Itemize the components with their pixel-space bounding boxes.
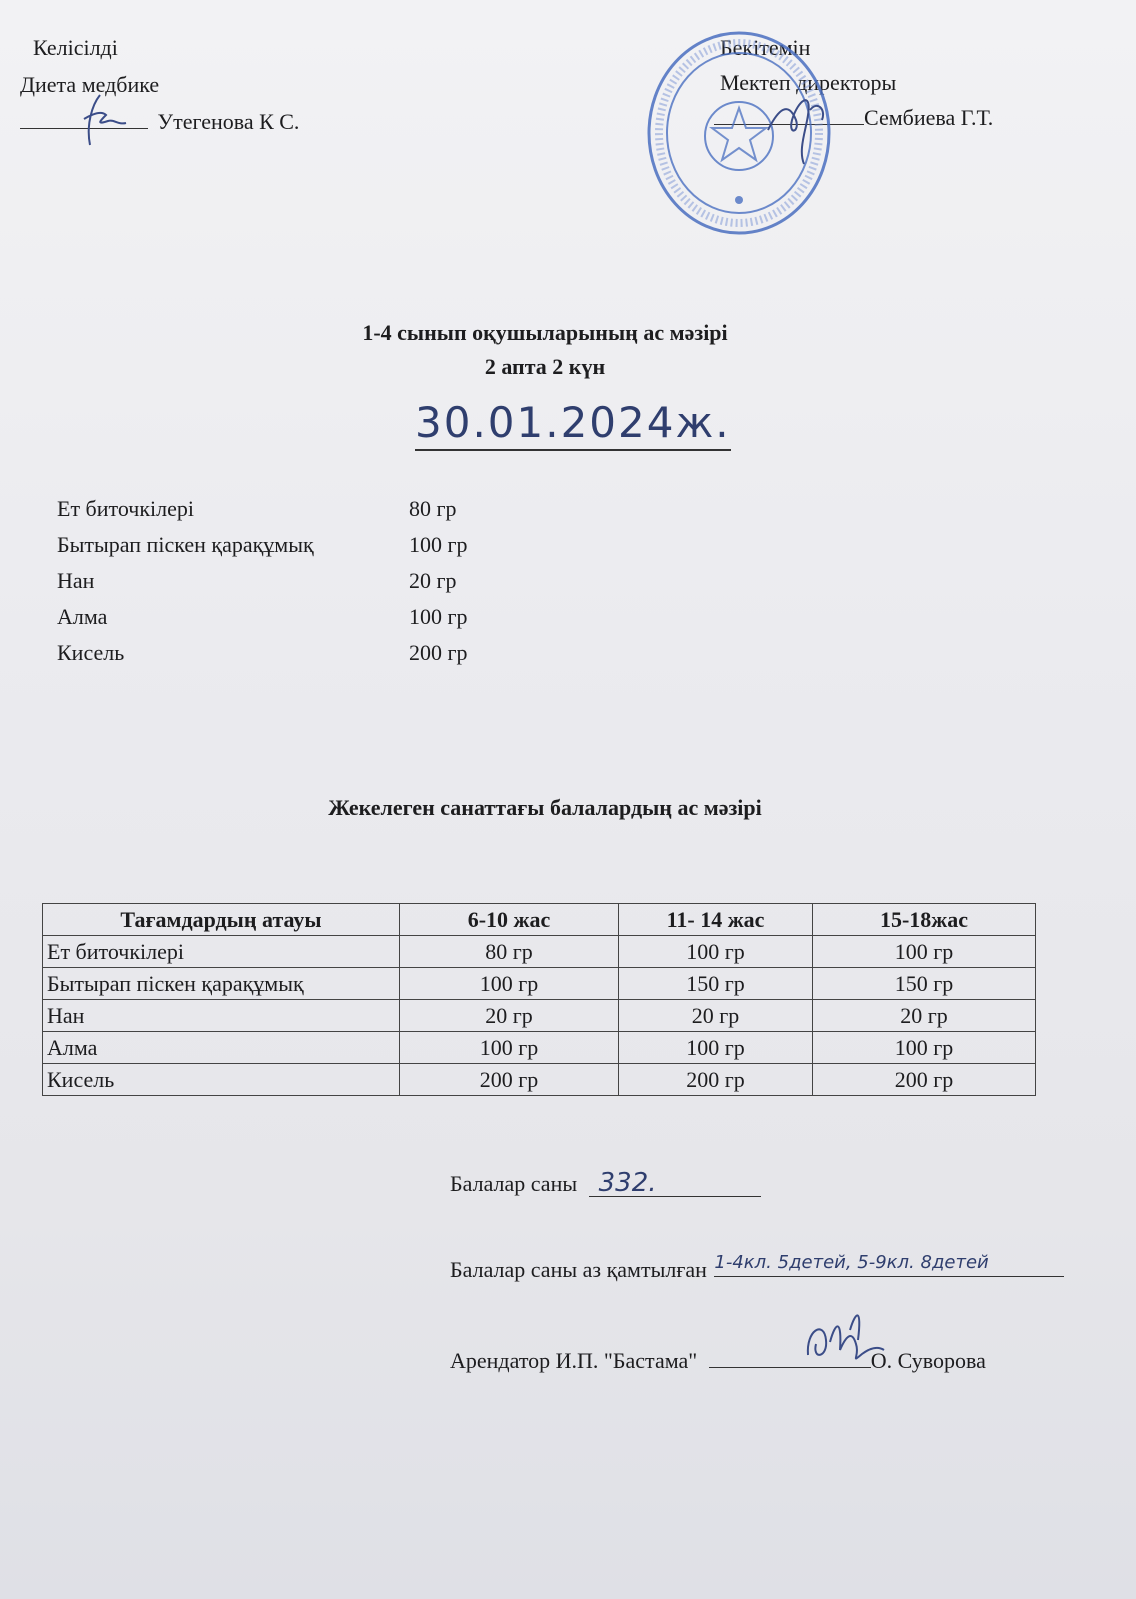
children-count-line: [450, 1170, 761, 1197]
children-count-label: Балалар саны: [450, 1171, 578, 1196]
table-cell: 100 гр: [813, 1032, 1036, 1064]
table-cell: 100 гр: [813, 936, 1036, 968]
table-cell: Ет биточкілері: [43, 936, 400, 968]
menu-item: [57, 640, 537, 676]
children-count-value: 332.: [589, 1170, 761, 1197]
table-row: [43, 1064, 1036, 1096]
table-row: [43, 968, 1036, 1000]
menu-subtitle: 2 апта 2 күн: [484, 354, 606, 379]
table-cell: 200 гр: [619, 1064, 813, 1096]
table-cell: 20 гр: [619, 1000, 813, 1032]
dietitian-name: Утегенова К С.: [157, 109, 300, 134]
table-cell: 100 гр: [619, 936, 813, 968]
approved-label: Бекітемін: [720, 35, 811, 60]
tenant-label: Арендатор И.П. "Бастама": [450, 1348, 698, 1373]
menu-item-name: Нан: [57, 568, 95, 593]
agreed-label: Келісілді: [33, 35, 118, 60]
tenant-signature: [800, 1300, 890, 1370]
table-cell: Кисель: [43, 1064, 400, 1096]
director-signature: [748, 60, 848, 170]
menu-item-name: Ет биточкілері: [57, 496, 194, 521]
table-cell: 100 гр: [400, 1032, 619, 1064]
menu-item-qty: 100 гр: [409, 532, 468, 557]
table-header-cell: 11- 14 жас: [619, 904, 813, 936]
menu-item-name: Бытырап піскен қарақұмық: [57, 532, 314, 557]
menu-date-text: 30.01.2024ж.: [415, 398, 731, 451]
dietitian-role: Диета медбике: [20, 72, 160, 97]
table-cell: 20 гр: [813, 1000, 1036, 1032]
table-cell: 80 гр: [400, 936, 619, 968]
menu-item-qty: 20 гр: [409, 568, 457, 593]
table-cell: 150 гр: [619, 968, 813, 1000]
low-income-line: [450, 1250, 1064, 1283]
tenant-name: О. Суворова: [870, 1348, 986, 1373]
table-cell: Алма: [43, 1032, 400, 1064]
menu-title: 1-4 сынып оқушыларының ас мәзірі: [362, 320, 728, 345]
tenant-line: [450, 1345, 986, 1374]
table-cell: 200 гр: [400, 1064, 619, 1096]
table-header-cell: Тағамдардың атауы: [43, 904, 400, 936]
table-header-cell: 15-18жас: [813, 904, 1036, 936]
table-cell: 100 гр: [619, 1032, 813, 1064]
table-row: [43, 1000, 1036, 1032]
table-row: [43, 936, 1036, 968]
special-menu-table: [42, 903, 1036, 1096]
director-name: Сембиева Г.Т.: [864, 105, 994, 130]
table-header-cell: 6-10 жас: [400, 904, 619, 936]
menu-item-qty: 200 гр: [409, 640, 468, 665]
low-income-label: Балалар саны аз қамтылған: [450, 1257, 707, 1282]
table-cell: 200 гр: [813, 1064, 1036, 1096]
table-cell: 150 гр: [813, 968, 1036, 1000]
table-cell: 20 гр: [400, 1000, 619, 1032]
table-row: [43, 1032, 1036, 1064]
table-cell: Нан: [43, 1000, 400, 1032]
menu-item: [57, 496, 537, 532]
menu-date: [415, 398, 731, 447]
menu-item: [57, 568, 537, 604]
menu-item: [57, 532, 537, 568]
menu-item-qty: 100 гр: [409, 604, 468, 629]
director-role: Мектеп директоры: [720, 70, 897, 95]
menu-item-qty: 80 гр: [409, 496, 457, 521]
menu-item: [57, 604, 537, 640]
table-cell: 100 гр: [400, 968, 619, 1000]
low-income-value: 1-4кл. 5детей, 5-9кл. 8детей: [714, 1250, 1064, 1277]
menu-item-name: Кисель: [57, 640, 125, 665]
dietitian-signature: [60, 85, 140, 155]
table-cell: Бытырап піскен қарақұмық: [43, 968, 400, 1000]
special-menu-title: Жекелеген санаттағы балалардың ас мәзірі: [328, 795, 762, 820]
table-header-row: [43, 904, 1036, 936]
menu-item-name: Алма: [57, 604, 108, 629]
